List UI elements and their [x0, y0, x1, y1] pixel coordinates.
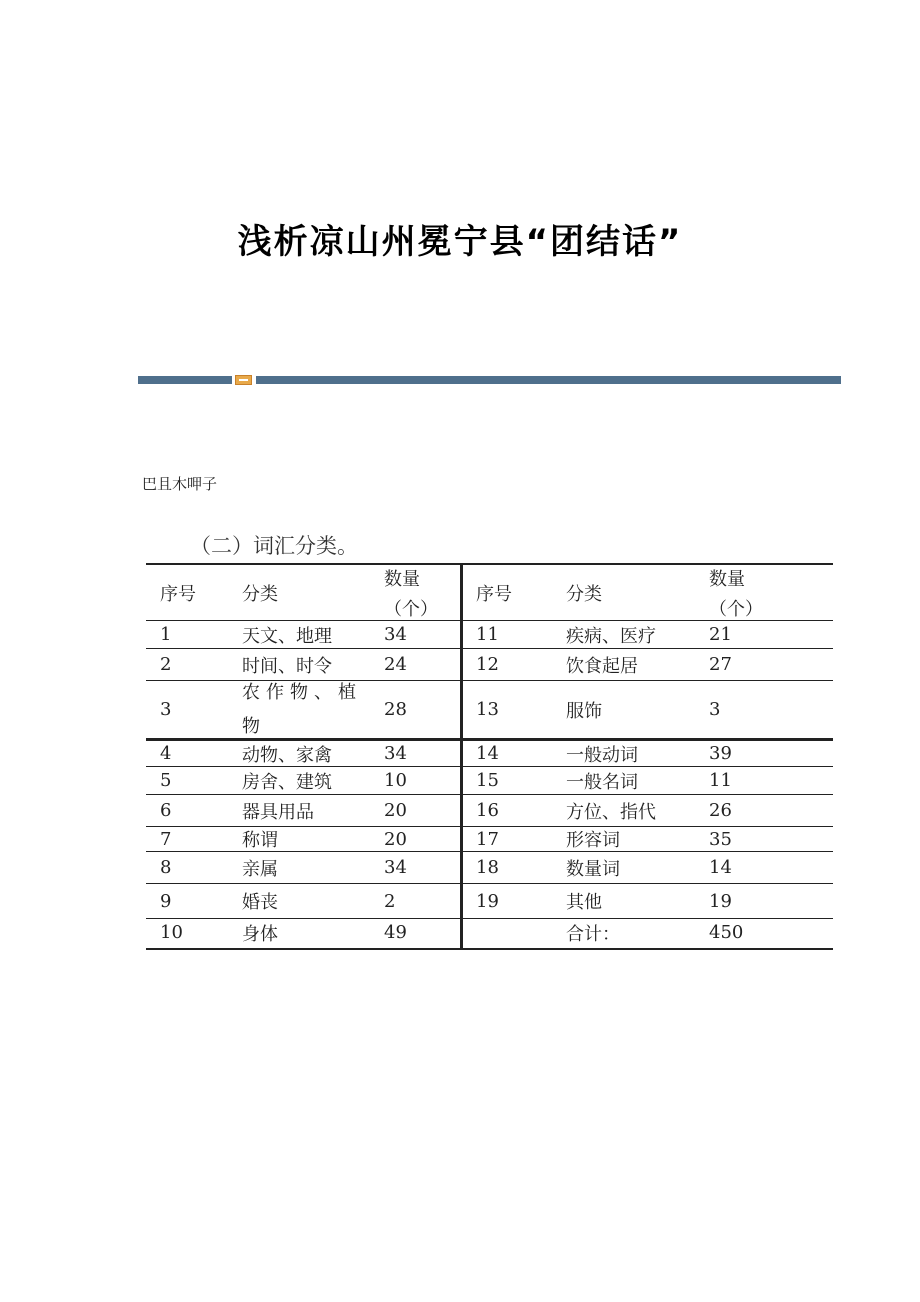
- row-count-right: 3: [709, 699, 721, 720]
- row-category-left: 婚丧: [242, 892, 278, 913]
- row-category-right: 其他: [566, 892, 602, 913]
- row-no-right: 11: [476, 624, 499, 645]
- table-row: [146, 681, 833, 741]
- row-no-right: 19: [476, 890, 499, 912]
- row-no-right: 16: [476, 800, 499, 821]
- row-no-left: 7: [160, 828, 172, 850]
- row-category-left: 亲属: [242, 858, 278, 880]
- header-count-line2: （个）: [384, 599, 438, 620]
- row-no-left: 6: [160, 800, 172, 821]
- row-no-right: 13: [476, 699, 499, 720]
- row-category-left: 称谓: [242, 830, 278, 851]
- row-category-left-line2: 物: [242, 715, 266, 737]
- header-no-left: 序号: [160, 583, 196, 605]
- header-count-right: [709, 565, 763, 620]
- header-count-line1: 数量: [384, 569, 420, 590]
- section-divider: [138, 375, 841, 385]
- divider-bar-left: [138, 376, 232, 384]
- row-count-left: 34: [384, 743, 407, 764]
- row-category-left: 身体: [242, 923, 278, 945]
- row-no-left: 1: [160, 624, 172, 645]
- row-category-right: 方位、指代: [566, 801, 656, 823]
- total-label: 合计：: [566, 923, 620, 945]
- row-category-left: 动物、家禽: [242, 744, 332, 766]
- row-no-left: 8: [160, 857, 172, 878]
- row-no-left: 2: [160, 654, 172, 675]
- table-row: [146, 621, 833, 649]
- header-count-line2: （个）: [709, 599, 763, 620]
- row-no-left: 9: [160, 890, 172, 912]
- row-count-right: 19: [709, 890, 732, 912]
- row-count-left: 24: [384, 654, 407, 675]
- table-row: [146, 827, 833, 852]
- table-row: [146, 741, 833, 767]
- vocabulary-table: [146, 563, 833, 950]
- row-count-right: 14: [709, 857, 732, 878]
- row-category-right: 服饰: [566, 700, 602, 722]
- row-count-right: 21: [709, 624, 732, 645]
- row-category-left: 时间、时令: [242, 655, 332, 677]
- row-count-right: 26: [709, 800, 732, 821]
- row-category-left: 器具用品: [242, 801, 314, 823]
- author-name: 巴且木呷子: [142, 475, 218, 493]
- mail-icon: [235, 375, 252, 385]
- header-count-left: [384, 565, 438, 620]
- row-category-left-line1: 农作物、植: [242, 681, 362, 703]
- row-count-left: 10: [384, 770, 407, 791]
- row-category-right: 形容词: [566, 830, 620, 851]
- table-row: [146, 795, 833, 827]
- row-count-right: 35: [709, 828, 732, 850]
- row-category-right: 一般名词: [566, 771, 638, 793]
- row-category-left: 房舍、建筑: [242, 771, 332, 793]
- row-no-right: 18: [476, 857, 499, 878]
- row-no-right: 15: [476, 770, 499, 791]
- row-no-right: 17: [476, 828, 499, 850]
- row-no-left: 4: [160, 743, 172, 764]
- row-count-left: 28: [384, 699, 407, 720]
- row-count-left: 34: [384, 857, 407, 878]
- row-count-left: 20: [384, 800, 407, 821]
- row-category-left: [242, 681, 362, 738]
- row-count-right: 39: [709, 743, 732, 764]
- row-category-left: 天文、地理: [242, 625, 332, 647]
- row-no-right: 12: [476, 654, 499, 675]
- row-no-right: 14: [476, 743, 499, 764]
- document-title: 浅析凉山州冕宁县“团结话”: [237, 222, 683, 262]
- table-row: [146, 767, 833, 795]
- total-value: 450: [709, 922, 744, 943]
- row-no-left: 5: [160, 770, 172, 791]
- row-no-left: 3: [160, 699, 172, 720]
- row-category-right: 数量词: [566, 858, 620, 880]
- table-header-row: [146, 565, 833, 621]
- row-category-right: 一般动词: [566, 744, 638, 766]
- table-row: [146, 884, 833, 919]
- row-category-right: 饮食起居: [566, 655, 638, 677]
- row-count-right: 27: [709, 654, 732, 675]
- row-count-left: 2: [384, 890, 396, 912]
- row-count-left: 20: [384, 828, 407, 850]
- header-no-right: 序号: [476, 583, 512, 605]
- table-row: [146, 852, 833, 884]
- header-category-right: 分类: [566, 583, 602, 605]
- divider-bar-right: [256, 376, 841, 384]
- header-count-line1: 数量: [709, 569, 745, 590]
- row-category-right: 疾病、医疗: [566, 625, 656, 647]
- row-count-left: 49: [384, 922, 407, 943]
- row-count-right: 11: [709, 770, 732, 791]
- header-category-left: 分类: [242, 583, 278, 605]
- table-row: [146, 919, 833, 946]
- row-no-left: 10: [160, 922, 183, 943]
- section-heading: （二）词汇分类。: [190, 534, 358, 558]
- row-count-left: 34: [384, 624, 407, 645]
